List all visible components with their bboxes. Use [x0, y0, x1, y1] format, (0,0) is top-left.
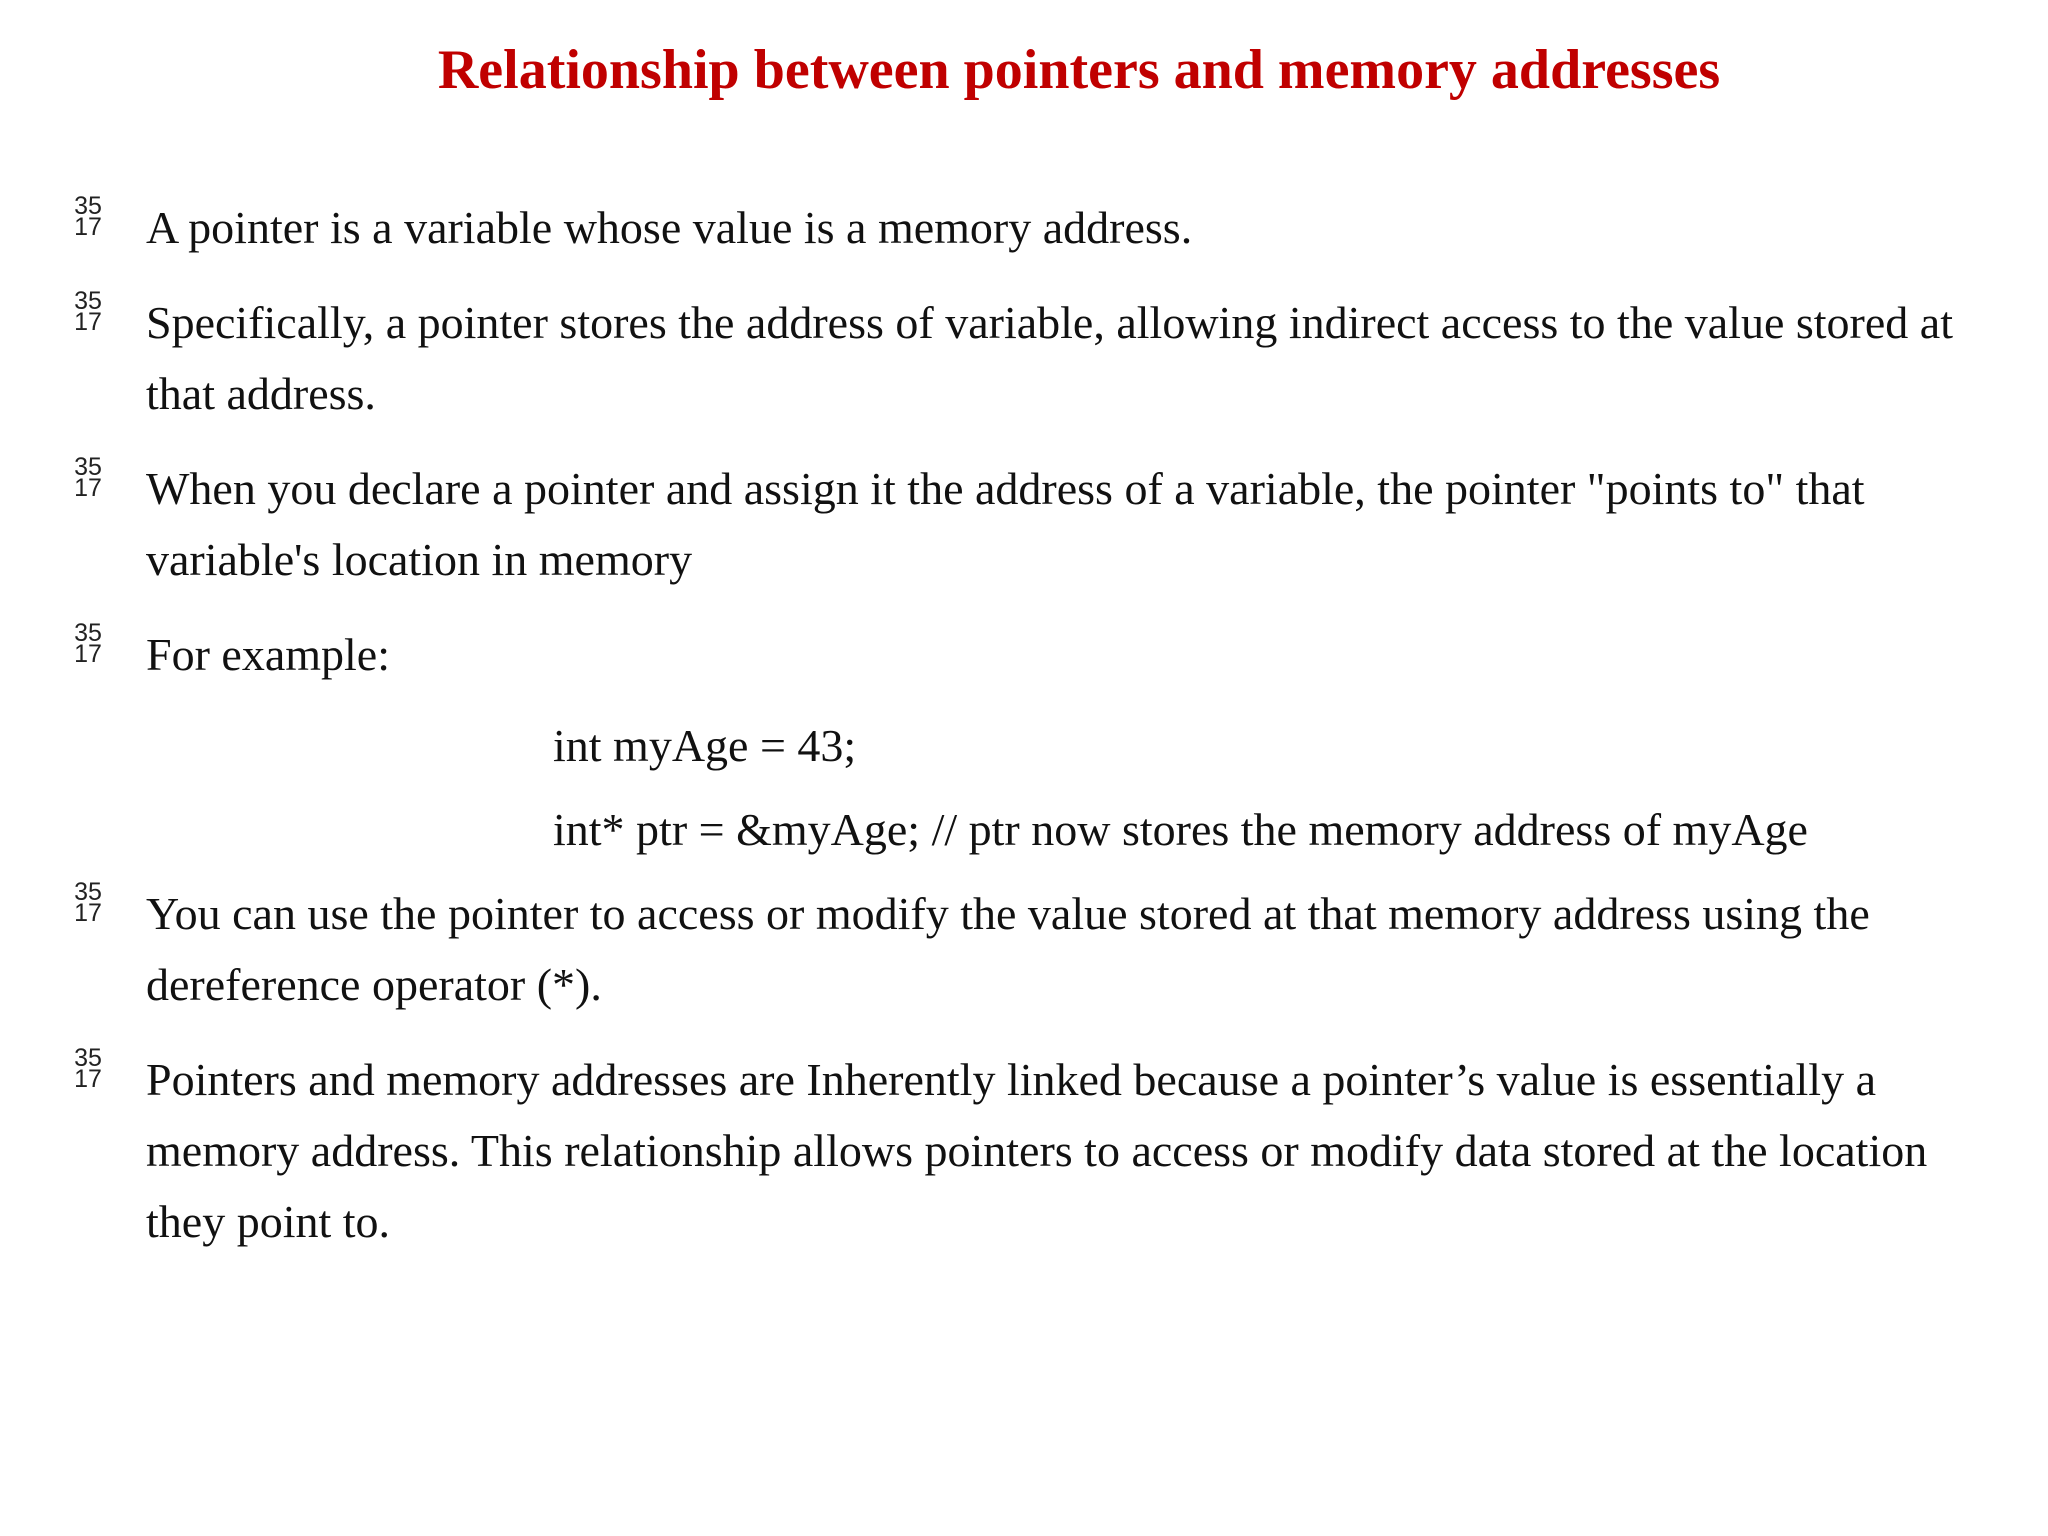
bullet-marker-icon: [70, 287, 106, 336]
bullet-marker-top: 35: [74, 619, 102, 647]
bullet-marker-icon: [70, 192, 106, 241]
bullet-marker-top: 35: [74, 453, 102, 481]
bullet-item: [70, 1044, 2000, 1257]
bullet-item: [70, 192, 2000, 263]
bullet-item: [70, 453, 2000, 595]
bullet-marker-bottom: 17: [74, 474, 102, 502]
code-line: int* ptr = &myAge; // ptr now stores the memory address of myAge: [553, 804, 1808, 855]
bullet-marker-top: 35: [74, 1044, 102, 1072]
bullet-marker-icon: [70, 878, 106, 927]
code-line: int myAge = 43;: [553, 720, 857, 771]
code-example: [70, 704, 2000, 872]
bullet-item: [70, 878, 2000, 1020]
bullet-marker-top: 35: [74, 192, 102, 220]
bullet-text: For example:: [146, 629, 390, 680]
bullet-text: When you declare a pointer and assign it the address of a variable, the pointer "points to" that variable's location in memory: [146, 463, 1865, 585]
slide-title: Relationship between pointers and memory addresses: [437, 39, 1721, 101]
bullet-marker-bottom: 17: [74, 1065, 102, 1093]
bullet-list: [70, 192, 2000, 1281]
bullet-marker-bottom: 17: [74, 308, 102, 336]
bullet-text: A pointer is a variable whose value is a memory address.: [146, 202, 1193, 253]
bullet-marker-top: 35: [74, 878, 102, 906]
bullet-item: [70, 287, 2000, 429]
bullet-marker-top: 35: [74, 287, 102, 315]
bullet-marker-bottom: 17: [74, 213, 102, 241]
bullet-item: [70, 619, 2000, 690]
bullet-marker-icon: [70, 453, 106, 502]
bullet-marker-icon: [70, 1044, 106, 1093]
bullet-text: Specifically, a pointer stores the address of variable, allowing indirect access to the value stored at that address.: [146, 297, 1953, 419]
bullet-marker-bottom: 17: [74, 640, 102, 668]
bullet-marker-bottom: 17: [74, 899, 102, 927]
bullet-text: Pointers and memory addresses are Inherently linked because a pointer’s value is essentially a memory address. This relationship allows pointers to access or modify data stored at the location they point to.: [146, 1054, 1928, 1247]
bullet-text: You can use the pointer to access or modify the value stored at that memory address using the dereference operator (*).: [146, 888, 1870, 1010]
bullet-marker-icon: [70, 619, 106, 668]
